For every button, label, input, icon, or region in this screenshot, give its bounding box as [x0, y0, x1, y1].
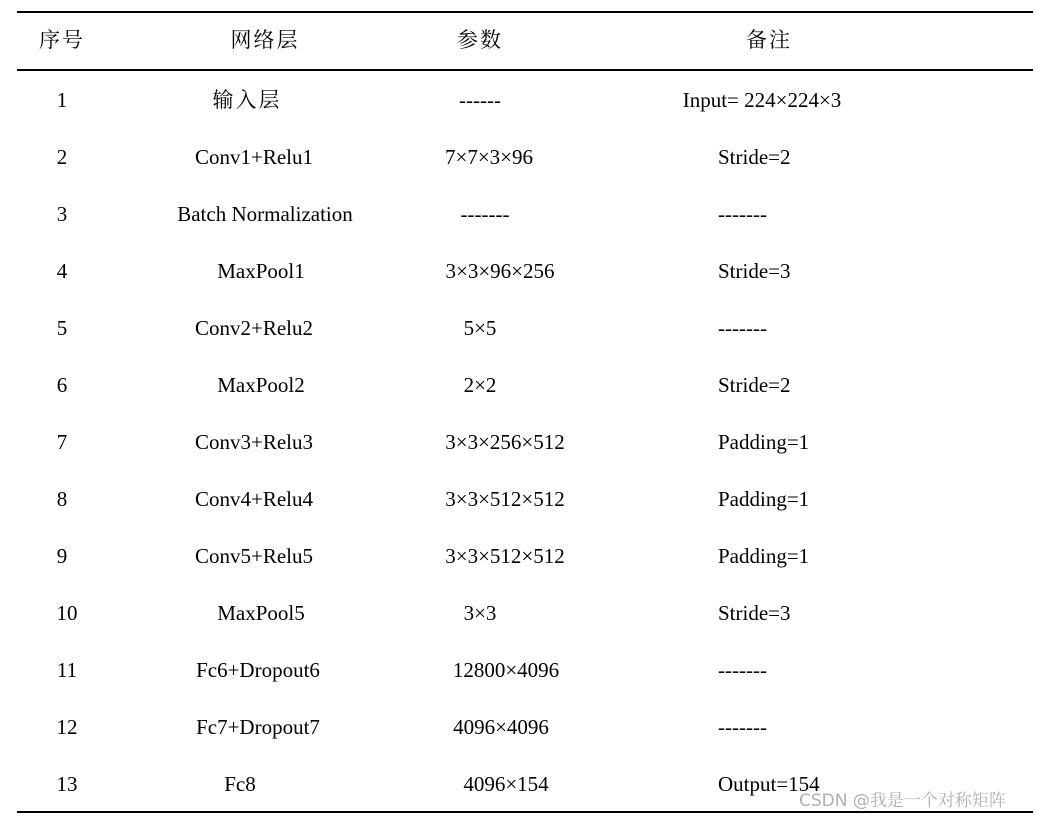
cell-index: 3 [56, 202, 68, 226]
cell-notes: ------- [718, 316, 767, 340]
cell-index: 11 [56, 658, 78, 682]
cell-layer: 输入层 [212, 88, 282, 112]
cell-layer: Conv5+Relu5 [194, 544, 314, 568]
cell-params: 2×2 [463, 373, 497, 397]
header-notes: 备注 [746, 28, 792, 52]
header-params: 参数 [457, 28, 503, 52]
cell-index: 4 [56, 259, 68, 283]
cell-params: 3×3 [463, 601, 497, 625]
cell-notes: ------- [718, 715, 767, 739]
cell-notes: ------- [718, 202, 767, 226]
cell-layer: Fc7+Dropout7 [196, 715, 320, 739]
cell-notes: ------- [718, 658, 767, 682]
cell-notes: Padding=1 [718, 544, 810, 568]
cell-layer: MaxPool1 [217, 259, 305, 283]
cell-layer: Conv4+Relu4 [194, 487, 314, 511]
header-layer: 网络层 [230, 28, 300, 52]
cell-params: ------ [459, 88, 501, 112]
cell-index: 12 [56, 715, 78, 739]
cell-params: 4096×4096 [453, 715, 549, 739]
cell-params: 4096×154 [463, 772, 549, 796]
cell-params: 3×3×512×512 [445, 544, 565, 568]
cell-layer: Conv3+Relu3 [194, 430, 314, 454]
cell-index: 10 [56, 601, 78, 625]
cell-index: 13 [56, 772, 78, 796]
cell-layer: Fc8 [224, 772, 256, 796]
cell-notes: Stride=3 [718, 601, 791, 625]
cell-notes: Input= 224×224×3 [682, 88, 842, 112]
cell-index: 1 [56, 88, 68, 112]
cell-layer: MaxPool5 [217, 601, 305, 625]
cell-layer: Conv1+Relu1 [194, 145, 314, 169]
cell-params: 7×7×3×96 [444, 145, 534, 169]
cell-layer: MaxPool2 [217, 373, 305, 397]
cell-params: ------- [460, 202, 510, 226]
cell-notes: Stride=3 [718, 259, 791, 283]
cell-index: 7 [56, 430, 68, 454]
table-top-rule [17, 11, 1033, 13]
cell-layer: Conv2+Relu2 [194, 316, 314, 340]
cell-params: 12800×4096 [452, 658, 560, 682]
table-header-rule [17, 69, 1033, 71]
cell-index: 9 [56, 544, 68, 568]
cell-params: 3×3×96×256 [445, 259, 555, 283]
cell-params: 3×3×256×512 [445, 430, 565, 454]
cell-params: 5×5 [463, 316, 497, 340]
cell-notes: Padding=1 [718, 487, 810, 511]
header-index: 序号 [39, 28, 85, 52]
cell-notes: Output=154 [718, 772, 820, 796]
cell-index: 5 [56, 316, 68, 340]
cell-layer: Fc6+Dropout6 [196, 658, 320, 682]
cell-index: 6 [56, 373, 68, 397]
cell-index: 8 [56, 487, 68, 511]
cell-notes: Stride=2 [718, 145, 791, 169]
csdn-watermark: CSDN @我是一个对称矩阵 [799, 791, 1006, 811]
cell-notes: Padding=1 [718, 430, 810, 454]
cell-notes: Stride=2 [718, 373, 791, 397]
cell-params: 3×3×512×512 [445, 487, 565, 511]
cell-layer: Batch Normalization [177, 202, 353, 226]
cell-index: 2 [56, 145, 68, 169]
